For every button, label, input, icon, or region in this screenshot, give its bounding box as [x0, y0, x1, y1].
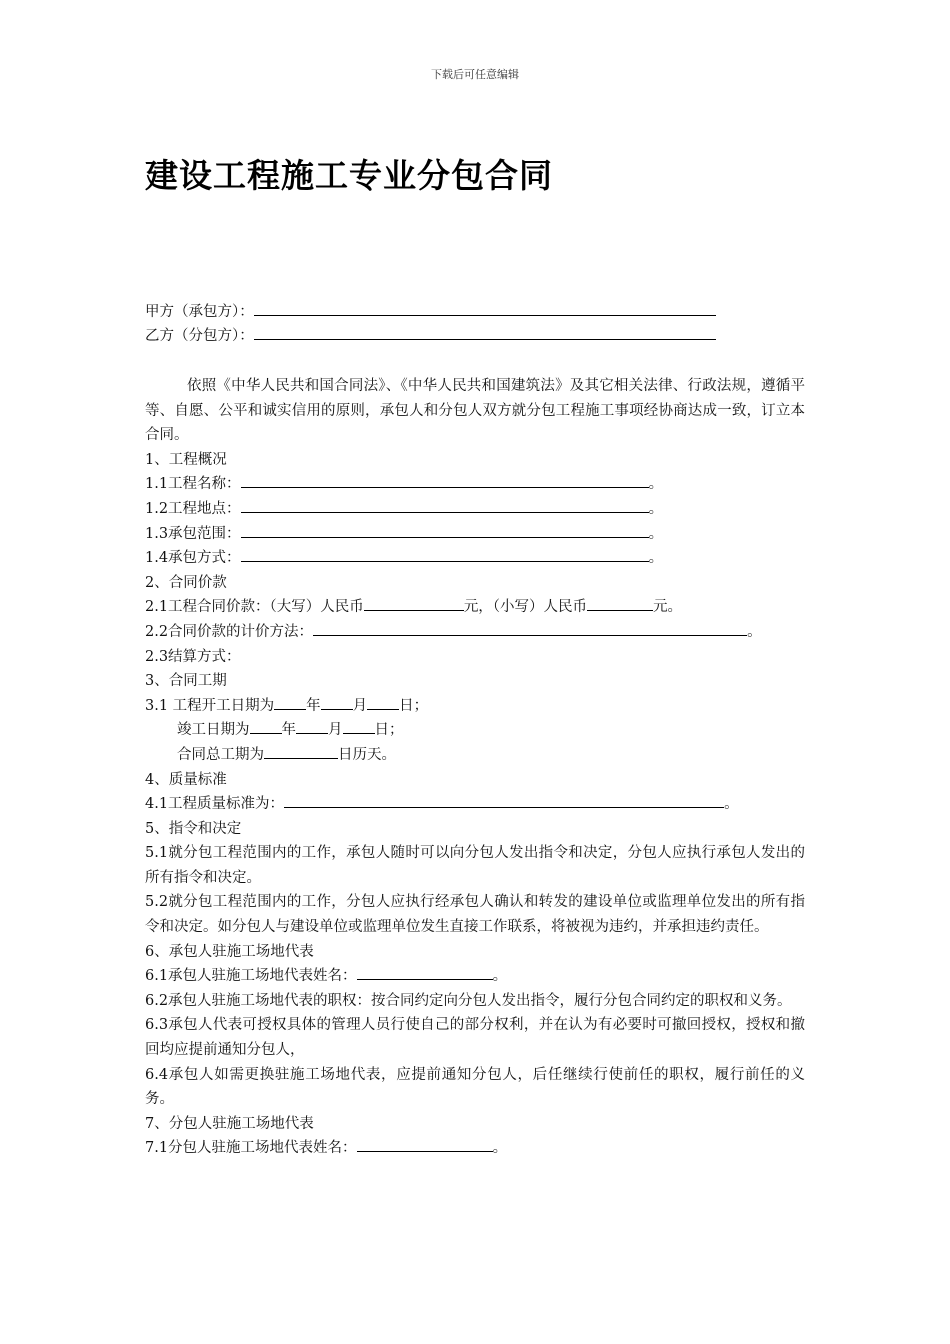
total-period-suffix: 日历天。	[338, 746, 396, 763]
header-note: 下载后可任意编辑	[431, 68, 519, 81]
item-2-2-label: 2.2合同价款的计价方法：	[145, 623, 314, 640]
end-day-label: 日；	[374, 722, 404, 739]
item-1-3-period: 。	[648, 525, 664, 542]
contract-body	[145, 374, 805, 1161]
item-5-2: 5.2就分包工程范围内的工作，分包人应执行经承包人确认和转发的建设单位或监理单位发出的所有指令和决定。如分包人与建设单位或监理单位发生直接工作联系，将被视为违约，并承担违约责任。	[145, 894, 805, 936]
item-2-3: 2.3结算方式：	[145, 648, 241, 665]
item-1-3-label: 1.3承包范围：	[145, 525, 241, 542]
item-6-4: 6.4承包人如需更换驻施工场地代表，应提前通知分包人，后任继续行使前任的职权，履行前任的义务。	[145, 1066, 805, 1108]
start-month-label: 月	[352, 697, 368, 714]
item-2-1-label-b: 元，（小写）人民币	[463, 599, 588, 616]
item-1-3-blank[interactable]	[241, 523, 649, 538]
item-1-4-label: 1.4承包方式：	[145, 550, 241, 567]
item-2-1-blank-b[interactable]	[587, 596, 653, 611]
item-1-2	[145, 497, 805, 522]
end-month-label: 月	[328, 722, 343, 739]
item-6-1-period: 。	[492, 968, 508, 985]
item-7-1	[145, 1136, 805, 1161]
party-a-label: 甲方（承包方）：	[145, 304, 254, 320]
item-2-2-blank[interactable]	[313, 621, 747, 636]
item-6-1	[145, 964, 805, 989]
section-5-heading: 5、指令和决定	[145, 820, 242, 837]
party-a-line	[145, 300, 716, 324]
item-1-4-period: 。	[648, 550, 664, 567]
party-b-blank[interactable]	[254, 324, 716, 340]
item-6-2: 6.2承包人驻施工场地代表的职权：按合同约定向分包人发出指令，履行分包合同约定的职权和义务。	[145, 992, 792, 1009]
section-6-heading: 6、承包人驻施工场地代表	[145, 943, 314, 960]
end-day-blank[interactable]	[343, 719, 375, 734]
end-date-label: 竣工日期为	[177, 722, 250, 739]
section-7-heading: 7、分包人驻施工场地代表	[145, 1115, 314, 1132]
item-2-1-blank-a[interactable]	[364, 596, 464, 611]
item-1-1-period: 。	[648, 476, 664, 493]
item-2-2-period: 。	[747, 623, 762, 640]
start-date-label: 3.1 工程开工日期为	[145, 697, 275, 714]
item-3-1-start	[145, 694, 805, 719]
total-period-label: 合同总工期为	[177, 746, 264, 763]
section-4-heading: 4、质量标准	[145, 771, 227, 788]
total-period-blank[interactable]	[264, 744, 338, 759]
item-3-1-total	[145, 743, 805, 768]
start-year-label: 年	[306, 697, 321, 714]
document-title: 建设工程施工专业分包合同	[145, 156, 553, 195]
item-6-1-label: 6.1承包人驻施工场地代表姓名：	[145, 968, 357, 985]
item-1-1-blank[interactable]	[241, 473, 649, 488]
end-year-blank[interactable]	[250, 719, 282, 734]
item-1-3	[145, 522, 805, 547]
item-1-4	[145, 546, 805, 571]
party-a-blank[interactable]	[254, 300, 716, 316]
item-5-1: 5.1就分包工程范围内的工作，承包人随时可以向分包人发出指令和决定，分包人应执行承包人发出的所有指令和决定。	[145, 845, 805, 886]
intro-paragraph: 依照《中华人民共和国合同法》、《中华人民共和国建筑法》及其它相关法律、行政法规，遵循平等、自愿、公平和诚实信用的原则，承包人和分包人双方就分包工程施工事项经协商达成一致，订立本合同。	[145, 378, 805, 444]
party-b-line	[145, 324, 716, 348]
item-1-2-period: 。	[648, 500, 664, 517]
item-2-2	[145, 620, 805, 645]
item-1-1	[145, 472, 805, 497]
item-1-2-blank[interactable]	[241, 498, 649, 513]
end-year-label: 年	[281, 722, 296, 739]
item-7-1-blank[interactable]	[357, 1137, 493, 1152]
item-3-1-end	[145, 718, 805, 743]
item-2-1-label-a: 2.1工程合同价款：（大写）人民币	[145, 599, 364, 616]
start-year-blank[interactable]	[274, 695, 306, 710]
start-day-label: 日；	[399, 697, 429, 714]
item-6-1-blank[interactable]	[357, 965, 493, 980]
section-2-heading: 2、合同价款	[145, 574, 227, 591]
item-2-1	[145, 595, 805, 620]
parties-block	[145, 300, 716, 348]
item-4-1-period: 。	[724, 796, 739, 813]
item-7-1-label: 7.1分包人驻施工场地代表姓名：	[145, 1140, 357, 1157]
item-4-1	[145, 792, 805, 817]
item-2-1-label-c: 元。	[653, 599, 683, 616]
item-4-1-blank[interactable]	[284, 793, 724, 808]
section-1-heading: 1、工程概况	[145, 451, 227, 468]
start-day-blank[interactable]	[367, 695, 399, 710]
item-1-4-blank[interactable]	[241, 547, 649, 562]
item-4-1-label: 4.1工程质量标准为：	[145, 796, 285, 813]
party-b-label: 乙方（分包方）：	[145, 328, 254, 344]
item-1-1-label: 1.1工程名称：	[145, 476, 241, 493]
section-3-heading: 3、合同工期	[145, 673, 227, 690]
start-month-blank[interactable]	[321, 695, 353, 710]
item-6-3: 6.3承包人代表可授权具体的管理人员行使自己的部分权利，并在认为有必要时可撤回授权，授权和撤回均应提前通知分包人，	[145, 1017, 805, 1059]
item-7-1-period: 。	[492, 1140, 508, 1157]
item-1-2-label: 1.2工程地点：	[145, 500, 241, 517]
end-month-blank[interactable]	[296, 719, 328, 734]
